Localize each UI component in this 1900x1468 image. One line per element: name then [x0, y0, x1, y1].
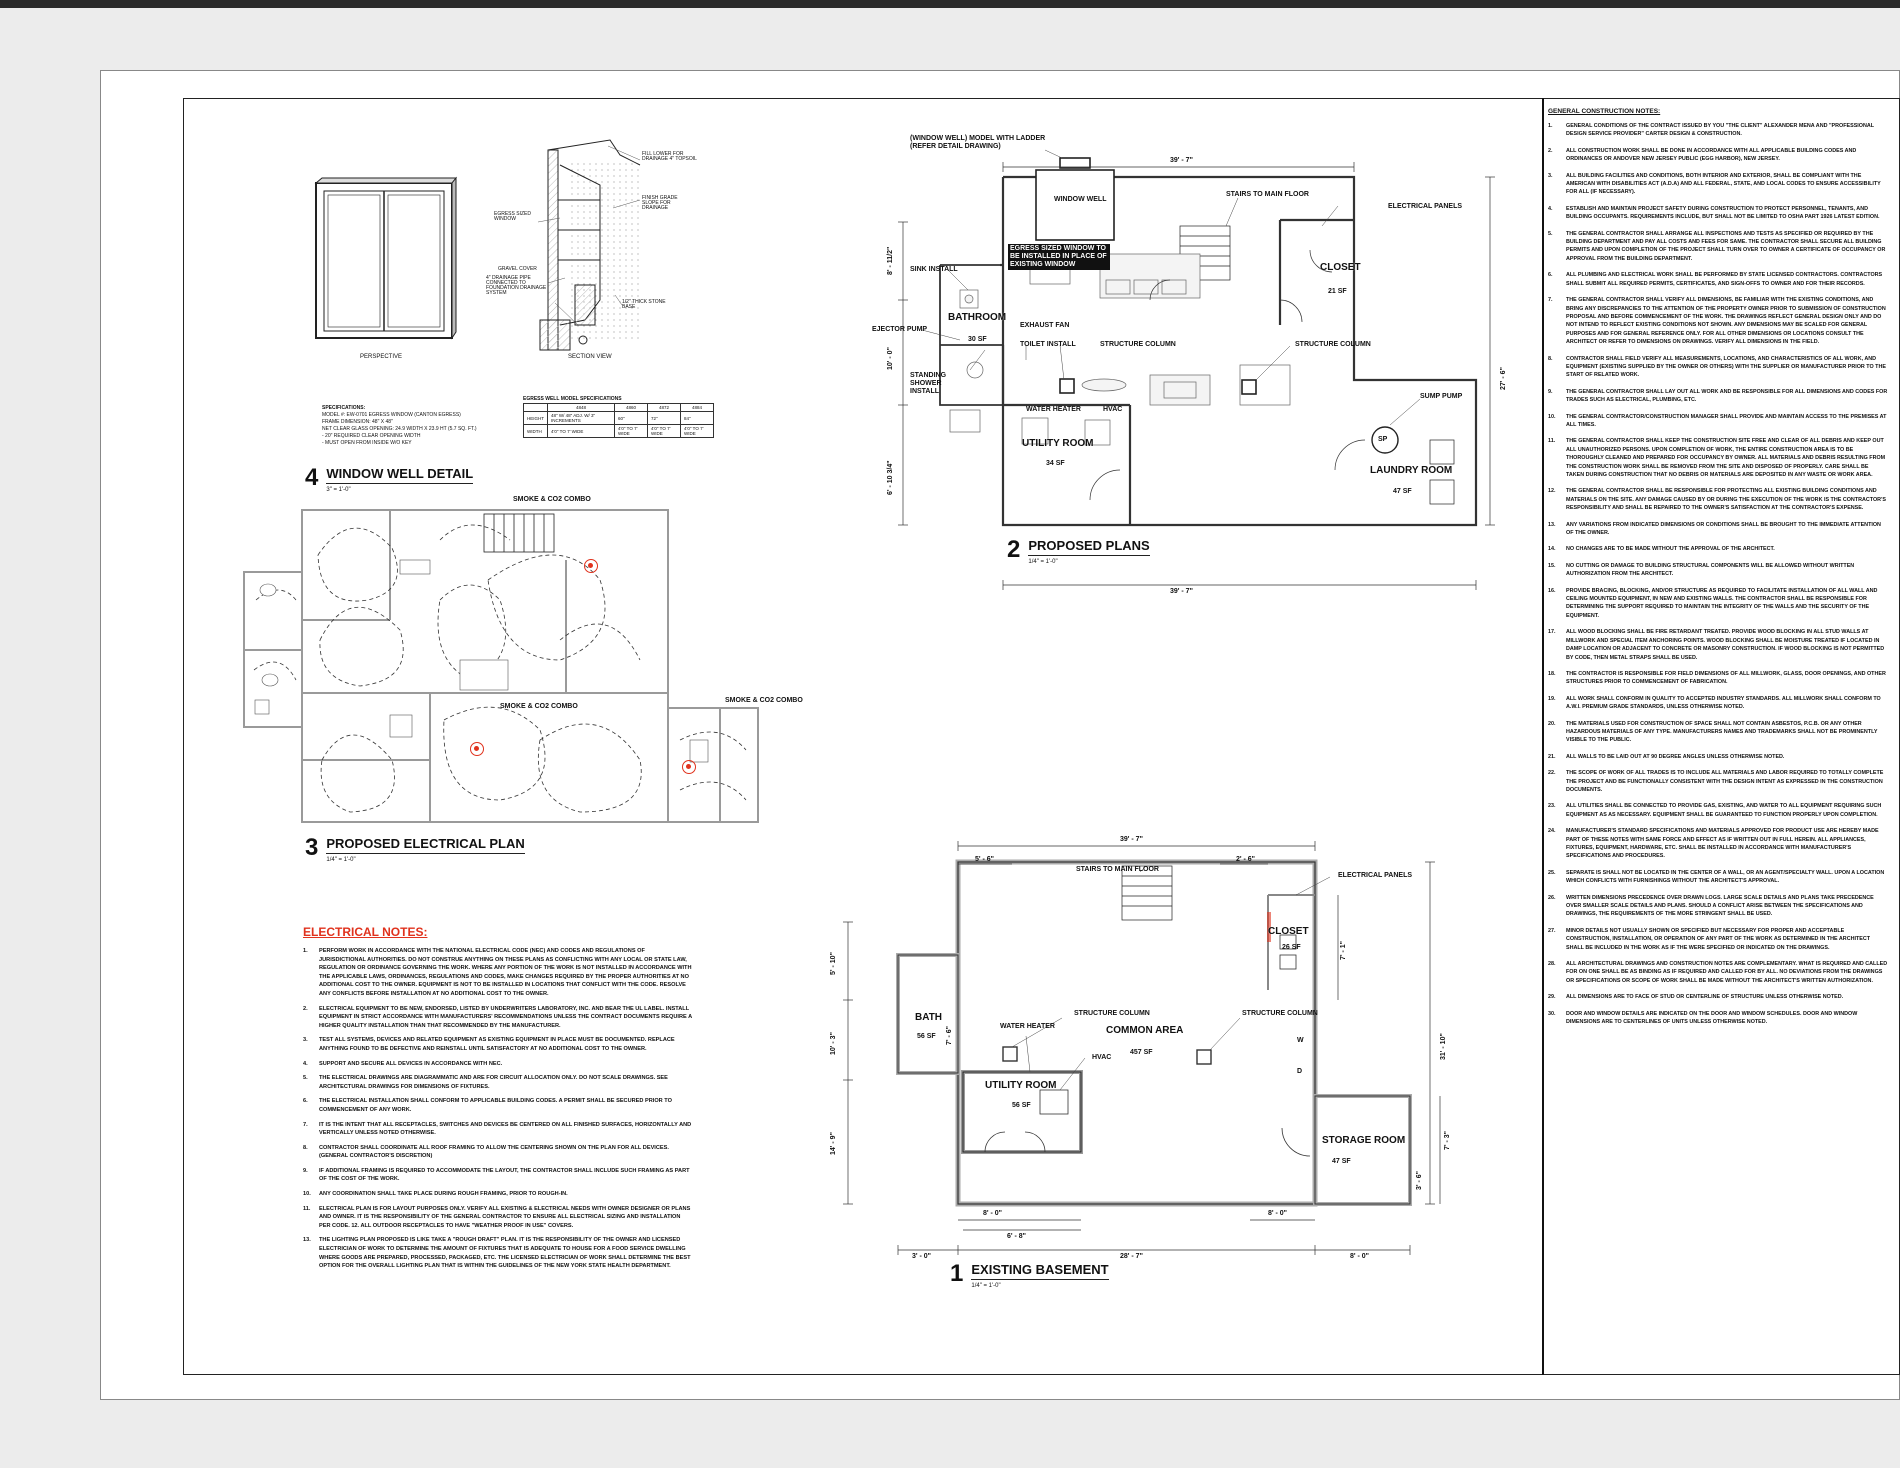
note-number: 8. [1548, 355, 1553, 362]
dryer-tag: D [1297, 1068, 1303, 1075]
note-text: THE SCOPE OF WORK OF ALL TRADES IS TO INCLUDE ALL MATERIALS AND LABOR REQUIRED TO TOTALLY COMPLETE THE PROJECT AND BE FUNCTIONALLY CONSISTENT WITH THE DESIGN INTENT AS EXPRESSED IN THE CONSTRUCTION DOCUMENTS. [1566, 770, 1884, 793]
note-number: 16. [1548, 587, 1556, 594]
table-header-cell: 4860 [615, 404, 648, 412]
room-label-closet: CLOSET [1268, 926, 1309, 937]
callout-finish-grade: FINISH GRADE SLOPE FOR DRAINAGE [642, 195, 678, 211]
callout-fill-lower: FILL LOWER FOR DRAINAGE 4" TOPSOIL [642, 151, 697, 162]
callout-egress-window: EGRESS SIZED WINDOW [494, 211, 531, 222]
note-text: THE GENERAL CONTRACTOR SHALL ARRANGE ALL INSPECTIONS AND TESTS AS SPECIFIED OR REQUIRED BY THE BUILDING DEPARTMENT AND PAY ALL COSTS AND FEES FOR SAME. THE CONTRACTOR SHALL SECURE ALL BUILDING PERMITS AND UPON COMPLETION OF THE PROJECT SHALL TURN OVER TO OWNER A CERTIFICATE OF OCCUPANCY OR APPROVAL FROM THE BUILDING DEPARTMENT. [1566, 230, 1886, 262]
dimension-bath: 7' - 6" [946, 1026, 953, 1045]
list-item [1548, 205, 1888, 222]
note-number: 10. [303, 1191, 311, 1198]
note-number: 14. [1548, 546, 1556, 553]
view-title-window-well [305, 466, 473, 493]
electrical-combo-label: SMOKE & CO2 COMBO [725, 697, 803, 704]
note-number: 10. [1548, 413, 1556, 420]
note-text: THE GENERAL CONTRACTOR SHALL VERIFY ALL DIMENSIONS, BE FAMILIAR WITH THE EXISTING CONDITIONS, AND BRING ANY DISCREPANCIES TO THE ATTENTION OF THE PROPERTY OWNER PRIOR TO SUBMISSION OF CONSTRUCTION PROPOSAL AND BEFORE COMMENCEMENT OF THE WORK. THE DRAWINGS REFLECT GENERAL DESIGN ONLY AND DO NOT INTEND TO REFLECT EXISTING CONDITIONS NOT SHOWN. ANY DIMENSIONS MAY BE SCALED FOR GENERAL PURPOSES AND FOR GENERAL REFERENCE ONLY. FOR ALL OTHER DIMENSIONS OR LOCATIONS CONSULT THE ARCHITECT OR REFER TO DIMENSIONS ON DRAWINGS. VERIFY ALL DIMENSIONS IN THE FIELD. [1566, 297, 1886, 346]
note-text: ALL UTILITIES SHALL BE CONNECTED TO PROVIDE GAS, EXISTING, AND WATER TO ALL EQUIPMENT REQUIRING SUCH EQUIPMENT AS AS NECESSARY. EQUIPMENT SHALL BE GUARANTEED TO FUNCTION PROPERLY UPON COMPLETION. [1566, 803, 1882, 818]
view-scale: 3" = 1'-0" [326, 487, 351, 493]
dimension-top-sub: 5' - 6" [975, 856, 994, 863]
existing-basement-stairs [1122, 866, 1172, 920]
table-header-cell [524, 404, 548, 412]
note-number: 4. [303, 1060, 308, 1067]
room-area: 30 SF [968, 336, 987, 343]
note-ejector-pump: EJECTOR PUMP [872, 326, 928, 333]
note-text: ANY VARIATIONS FROM INDICATED DIMENSIONS OR CONDITIONS SHALL BE BROUGHT TO THE IMMEDIATE ATTENTION OF THE OWNER. [1566, 521, 1881, 537]
note-number: 30. [1548, 1010, 1556, 1017]
note-number: 6. [303, 1098, 308, 1105]
list-item [303, 1167, 693, 1184]
note-text: SEPARATE IS SHALL NOT BE LOCATED IN THE CENTER OF A WALL, OR AN AGENT/SPECIALTY WALL. UPON A LOCATION WHICH CONFLICTS WITH FURNISHINGS WITHOUT THE ARCHITECT'S APPROVAL. [1566, 869, 1885, 885]
note-text: DOOR AND WINDOW DETAILS ARE INDICATED ON THE DOOR AND WINDOW SCHEDULES. DOOR AND WINDOW DIMENSIONS ARE TO CENTERLINES OF UNITS UNLESS OTHERWISE NOTED. [1566, 1010, 1858, 1026]
list-item [1548, 695, 1888, 712]
note-number: 6. [1548, 272, 1553, 279]
note-number: 23. [1548, 803, 1556, 810]
room-label-bathroom: BATHROOM [948, 312, 1007, 323]
table-cell: 4'0" TO 7' WIDE [648, 425, 681, 438]
note-text: NO CUTTING OR DAMAGE TO BUILDING STRUCTURAL COMPONENTS WILL BE ALLOWED WITHOUT WRITTEN AUTHORIZATION FROM THE ARCHITECT. [1566, 562, 1855, 578]
view-title-existing-basement [950, 1262, 1109, 1289]
room-label-utility-room: UTILITY ROOM [1022, 438, 1094, 449]
note-text: MANUFACTURER'S STANDARD SPECIFICATIONS AND MATERIALS APPROVED FOR PRODUCT USE ARE HEREBY MADE PART OF THESE NOTES WITH SAME FORCE AND EFFECT AS IF WRITTEN OUT IN FULL HEREIN. ALL APPLIANCES, FIXTURES, EQUIPMENT, HARDWARE, ETC. SHALL BE INSTALLED IN ACCORDANCE WITH MANUFACTURER'S SPECIFICATIONS AND PROCEDURES. [1566, 828, 1879, 860]
view-scale: 1/4" = 1'-0" [326, 857, 356, 863]
note-number: 29. [1548, 994, 1556, 1001]
dimension-right: 31' - 10" [1440, 1033, 1447, 1060]
list-item [1548, 769, 1888, 794]
list-item [1548, 670, 1888, 687]
dimension-left: 10' - 3" [830, 1032, 837, 1055]
list-item [1548, 487, 1888, 512]
note-number: 19. [1548, 695, 1556, 702]
table-cell: HEIGHT [524, 412, 548, 425]
table-row [524, 425, 714, 438]
list-item [1548, 147, 1888, 164]
list-item [1548, 562, 1888, 579]
note-text: ANY COORDINATION SHALL TAKE PLACE DURING ROUGH FRAMING, PRIOR TO ROUGH-IN. [319, 1191, 568, 1198]
general-notes-heading: GENERAL CONSTRUCTION NOTES: [1548, 108, 1661, 115]
room-label-bath: BATH [915, 1012, 943, 1023]
note-text: PROVIDE BRACING, BLOCKING, AND/OR STRUCTURE AS REQUIRED TO FACILITATE INSTALLATION OF ALL WALL AND CEILING MOUNTED EQUIPMENT, IN NEW AND EXISTING WALLS. THE CONTRACTOR SHALL BE RESPONSIBLE FOR DETERMINING THE SUPPORT REQUIRED TO MAINTAIN THE INTEGRITY OF THE WALLS AND THE SECURITY OF THE EQUIPMENT. [1566, 587, 1878, 619]
note-number: 22. [1548, 770, 1556, 777]
note-number: 3. [1548, 172, 1553, 179]
note-text: ALL DIMENSIONS ARE TO FACE OF STUD OR CENTERLINE OF STRUCTURE UNLESS OTHERWISE NOTED. [1566, 994, 1844, 1001]
note-number: 7. [1548, 297, 1553, 304]
note-number: 9. [1548, 388, 1553, 395]
table-cell: 4'0" TO 7' WIDE [681, 425, 714, 438]
list-item [303, 947, 693, 999]
note-egress-window: EGRESS SIZED WINDOW TO BE INSTALLED IN PLACE OF EXISTING WINDOW [1008, 244, 1110, 270]
table-cell: 48" W/ 48" ADJ. W/ 3" INCREMENTS [548, 412, 615, 425]
note-text: GENERAL CONDITIONS OF THE CONTRACT ISSUED BY YOU "THE CLIENT" ALEXANDER MENA AND "PROFESSIONAL DESIGN SERVICE PROVIDER" CARTER DESIGN & CONSTRUCTION. [1566, 123, 1874, 138]
note-structure-column: STRUCTURE COLUMN [1295, 341, 1371, 348]
table-cell: WIDTH [524, 425, 548, 438]
note-electrical-panels: ELECTRICAL PANELS [1338, 872, 1413, 879]
list-item [1548, 413, 1888, 430]
note-text: THE GENERAL CONTRACTOR SHALL BE RESPONSIBLE FOR PROTECTING ALL EXISTING BUILDING CONDITIONS AND MATERIALS ON THE SITE. ANY DAMAGE CAUSED BY OR DURING THE EXECUTION OF THE WORK IS THE CONTRACTOR'S RESPONSIBILITY AND SHALL BE REPAIRED TO THE OWNER'S SATISFACTION AT THE CONTRACTOR'S EXPENSE. [1566, 488, 1886, 512]
note-text: CONTRACTOR SHALL COORDINATE ALL ROOF FRAMING TO ALLOW THE CENTERING SHOWN ON THE PLAN FOR ALL DEVICES. (GENERAL CONTRACTOR'S DISCRETION) [319, 1144, 669, 1160]
room-area: 457 SF [1130, 1049, 1153, 1056]
note-number: 20. [1548, 720, 1556, 727]
note-number: 13. [303, 1237, 311, 1244]
view-title: WINDOW WELL DETAIL [326, 466, 473, 484]
dimension-left: 5' - 10" [830, 952, 837, 975]
list-item [1548, 802, 1888, 819]
electrical-notes-heading: ELECTRICAL NOTES: [303, 925, 428, 939]
electrical-plan-stairs [484, 514, 554, 552]
list-item [303, 1144, 693, 1161]
note-text: ALL WORK SHALL CONFORM IN QUALITY TO ACCEPTED INDUSTRY STANDARDS. ALL MILLWORK SHALL CONFORM TO A.W.I. PREMIUM GRADE STANDARDS, UNLESS OTHERWISE NOTED. [1566, 695, 1881, 711]
room-area: 47 SF [1332, 1158, 1351, 1165]
note-window-well-ladder: (WINDOW WELL) MODEL WITH LADDER (REFER DETAIL DRAWING) [910, 135, 1046, 150]
dimension-top: 39' - 7" [1170, 157, 1193, 164]
window-well-perspective [316, 178, 456, 338]
room-label-utility-room: UTILITY ROOM [985, 1080, 1057, 1091]
room-label-laundry-room: LAUNDRY ROOM [1370, 465, 1453, 476]
table-cell: 60" [615, 412, 648, 425]
list-item [1548, 230, 1888, 264]
note-number: 5. [303, 1075, 308, 1082]
egress-well-spec-table [523, 396, 714, 438]
dimension-right: 27' - 6" [1500, 367, 1507, 390]
note-structure-column: STRUCTURE COLUMN [1242, 1010, 1318, 1017]
dimension-top-sub: 2' - 6" [1236, 856, 1255, 863]
specs-line: - MUST OPEN FROM INSIDE W/O KEY [322, 440, 412, 446]
note-number: 1. [303, 948, 308, 954]
section-view-label: SECTION VIEW [568, 354, 612, 360]
list-item [303, 1236, 693, 1270]
table-cell: 4'0" TO 7' WIDE [548, 425, 615, 438]
note-text: THE CONTRACTOR IS RESPONSIBLE FOR FIELD DIMENSIONS OF ALL MILLWORK, GLASS, DOOR OPENINGS, AND OTHER STRUCTURES PRIOR TO COMMENCEMENT OF FABRICATION. [1566, 670, 1886, 686]
room-label-storage-room: STORAGE ROOM [1322, 1135, 1406, 1146]
electrical-combo-label: SMOKE & CO2 COMBO [500, 703, 578, 710]
list-item [1548, 388, 1888, 405]
table-header-cell: 4848 [548, 404, 615, 412]
washer-tag: W [1297, 1037, 1304, 1044]
note-text: TEST ALL SYSTEMS, DEVICES AND RELATED EQUIPMENT AS EXISTING EQUIPMENT IN PLACE MUST BE DOCUMENTED. REPLACE ANYTHING FOUND TO BE DEFECTIVE AND REINSTALL UNTIL SATISFACTORY AT NO ADDITIONAL COST TO THE OWNER. [319, 1037, 675, 1052]
note-number: 21. [1548, 753, 1556, 760]
note-exhaust-fan: EXHAUST FAN [1020, 322, 1070, 329]
list-item [1548, 993, 1888, 1001]
note-number: 27. [1548, 927, 1556, 934]
list-item [303, 1074, 693, 1091]
dimension-left: 8' - 11/2" [887, 246, 894, 275]
note-text: THE GENERAL CONTRACTOR/CONSTRUCTION MANAGER SHALL PROVIDE AND MAINTAIN ACCESS TO THE PREMISES AT ALL TIMES. [1566, 413, 1887, 428]
dimension-top: 39' - 7" [1120, 836, 1143, 843]
smoke-co2-detector-icon [682, 760, 696, 774]
note-number: 17. [1548, 629, 1556, 636]
spec-table-caption: EGRESS WELL MODEL SPECIFICATIONS [523, 396, 622, 402]
room-area: 56 SF [1012, 1102, 1031, 1109]
list-item [1548, 587, 1888, 621]
note-text: ALL PLUMBING AND ELECTRICAL WORK SHALL BE PERFORMED BY STATE LICENSED CONTRACTORS. CONTRACTORS SHALL SUBMIT ALL REQUIRED PERMITS, CERTIFICATES, AND SIGN-OFFS TO OWNER AND FOR THEIR RECORDS. [1566, 272, 1883, 287]
note-number: 8. [303, 1144, 308, 1151]
dimension-left: 10' - 0" [887, 347, 894, 370]
list-item [1548, 271, 1888, 288]
note-text: IF ADDITIONAL FRAMING IS REQUIRED TO ACCOMMODATE THE LAYOUT, THE CONTRACTOR SHALL INCLUDE SUCH FRAMING AS PART OF THE COST OF THE WORK. [319, 1167, 690, 1183]
view-scale: 1/4" = 1'-0" [971, 1283, 1001, 1289]
view-number: 1 [950, 1260, 964, 1287]
note-text: ALL CONSTRUCTION WORK SHALL BE DONE IN ACCORDANCE WITH ALL APPLICABLE BUILDING CODES AND ORDINANCES OR ANDOVER NEW JERSEY PUBLIC (EGG HARBOR), NEW JERSEY. [1566, 147, 1857, 163]
dimension-right-sub: 7' - 3" [1444, 1131, 1451, 1150]
callout-drainage-pipe: 4" DRAINAGE PIPE CONNECTED TO FOUNDATION DRAINAGE SYSTEM [486, 275, 547, 296]
note-text: THE LIGHTING PLAN PROPOSED IS LIKE TAKE A "ROUGH DRAFT" PLAN. IT IS THE RESPONSIBILITY OF THE OWNER AND LICENSED ELECTRICIAN OF WORK TO DETERMINE THE AMOUNT OF FIXTURES THAT IS ADEQUATE TO HOUSE FOR A FOOD SERVICE DWELLING WHERE GOODS ARE PREPARED, PROCESSED, PACKAGED, ETC. THE LICENSED ELECTRICIAN OF WORK SHALL DETERMINE THE BEST OPTION FOR THE OVERALL LIGHTING PLAN THAT IS WITHIN THE GUIDELINES OF THE NEW YORK STATE HEALTH DEPARTMENT. [319, 1237, 691, 1270]
specs-line: MODEL #: EW-0701 EGRESS WINDOW (CANTON EGRESS) [322, 412, 461, 418]
list-item [1548, 720, 1888, 745]
note-text: PERFORM WORK IN ACCORDANCE WITH THE NATIONAL ELECTRICAL CODE (NEC) AND CODES AND REGULATIONS OF JURISDICTIONAL AUTHORITIES. DO NOT CONSTRUE ANYTHING ON THESE PLANS AS CONFLICTING WITH ANY LOCAL OR STATE LAW, REGULATION OR ORDINANCE GOVERNING THE WORK. WHERE ANY PORTION OF THE WORK IS NOT INSTALLED IN ACCORDANCE WITH THE APPLICABLE LAWS, ORDINANCES, REGULATIONS AND CODES, MAKE CHANGES REQUIRED BY THE PROPER AUTHORITIES AT NO ADDITIONAL COST TO THE OWNER. EQUIPMENT IS NOT TO BE INSTALLED IN LOCATIONS THAT CONFLICT WITH THE CODE. RESOLVE ANY CONFLICTS BEFORE INSTALLATION AT NO ADDITIONAL COST TO THE OWNER. [319, 948, 692, 997]
note-text: ALL WALLS TO BE LAID OUT AT 90 DEGREE ANGLES UNLESS OTHERWISE NOTED. [1566, 753, 1785, 760]
dimension-right-sub: 7' - 1" [1340, 941, 1347, 960]
specs-title: SPECIFICATIONS: [322, 405, 366, 411]
note-shower: STANDING SHOWER INSTALL [910, 372, 947, 395]
list-item [1548, 122, 1888, 139]
proposed-plan-furniture [950, 254, 1290, 445]
table-header-row [524, 404, 714, 412]
dimension-bottom-sub: 6' - 8" [1007, 1233, 1026, 1240]
list-item [1548, 545, 1888, 553]
electrical-combo-label: SMOKE & CO2 COMBO [513, 496, 591, 503]
specs-line: - 20" REQUIRED CLEAR OPENING WIDTH [322, 433, 421, 439]
note-window-well: WINDOW WELL [1054, 196, 1107, 203]
dimension-bottom: 3' - 0" [912, 1253, 931, 1260]
note-number: 15. [1548, 562, 1556, 569]
list-item [1548, 960, 1888, 985]
note-structure-column: STRUCTURE COLUMN [1074, 1010, 1150, 1017]
list-item [1548, 753, 1888, 761]
existing-basement-fixtures [985, 935, 1310, 1156]
note-number: 9. [303, 1167, 308, 1174]
general-construction-notes [1548, 108, 1888, 1035]
smoke-co2-detector-icon [584, 559, 598, 573]
note-number: 18. [1548, 670, 1556, 677]
view-number: 3 [305, 834, 319, 861]
table-cell: 72" [648, 412, 681, 425]
note-number: 2. [303, 1005, 308, 1012]
callout-stone-base: 1/2" THICK STONE BASE [622, 299, 666, 310]
list-item [1548, 894, 1888, 919]
view-title-proposed-plans [1007, 538, 1150, 565]
note-text: ELECTRICAL EQUIPMENT TO BE NEW, ENDORSED, LISTED BY UNDERWRITERS LABORATORY, INC. AND BEAR THE UL LABEL. INSTALL EQUIPMENT IN STRICT ACCORDANCE WITH MANUFACTURERS' RECOMMENDATIONS UNLESS THE CONTRACT DOCUMENTS REQUIRE A HIGHER QUALITY INSTALLATION THAN THAT RECOMMENDED BY THE MANUFACTURER. [319, 1005, 692, 1029]
callout-gravel-cover: GRAVEL COVER [498, 266, 537, 272]
window-well-section [540, 140, 640, 350]
note-text: CONTRACTOR SHALL FIELD VERIFY ALL MEASUREMENTS, LOCATIONS, AND CHARACTERISTICS OF ALL WORK, AND EQUIPMENT (EXISTING SUPPLIED BY THE OWNER OR OTHERS) WITH THE SUPPLIER OR MANUFACTURER PRIOR TO THE START OF RELATED WORK. [1566, 355, 1886, 379]
room-area: 47 SF [1393, 488, 1412, 495]
dimension-bottom: 28' - 7" [1120, 1253, 1143, 1260]
specs-line: FRAME DIMENSION: 48" X 48" [322, 419, 393, 425]
table-row [524, 412, 714, 425]
proposed-plan-bath-walls [940, 265, 1003, 405]
note-text: THE ELECTRICAL INSTALLATION SHALL CONFORM TO APPLICABLE BUILDING CODES. A PERMIT SHALL BE SECURED PRIOR TO COMMENCEMENT OF ANY WORK. [319, 1098, 672, 1113]
note-text: ALL BUILDING FACILITIES AND CONDITIONS, BOTH INTERIOR AND EXTERIOR, SHALL BE COMPLIANT WITH THE AMERICAN WITH DISABILITIES ACT (A.D.A) AND ALL FEDERAL, STATE, AND LOCAL CODES TO ENSURE ACCESSIBILITY FOR ALL (IF NECESSARY). [1566, 172, 1881, 196]
view-number: 2 [1007, 536, 1021, 563]
list-item [303, 1190, 693, 1199]
note-number: 2. [1548, 147, 1553, 154]
room-label-closet: CLOSET [1320, 262, 1361, 273]
dimension-bottom-sub: 8' - 0" [1268, 1210, 1287, 1217]
note-text: NO CHANGES ARE TO BE MADE WITHOUT THE APPROVAL OF THE ARCHITECT. [1566, 546, 1775, 553]
room-area: 56 SF [917, 1033, 936, 1040]
note-text: WRITTEN DIMENSIONS PRECEDENCE OVER DRAWN LOGS. LARGE SCALE DETAILS AND PLANS TAKE PRECEDENCE OVER SMALLER SCALE DETAILS AND PLANS. SHOULD A CONFLICT ARISE BETWEEN THE SPECIFICATIONS AND DRAWINGS, THE REQUIREMENTS OF THE MORE STRINGENT SHALL BE USED. [1566, 894, 1874, 918]
note-water-heater: WATER HEATER [1026, 406, 1081, 413]
list-item [1548, 1010, 1888, 1027]
note-number: 24. [1548, 828, 1556, 835]
note-number: 1. [1548, 123, 1553, 129]
list-item [1548, 927, 1888, 952]
note-number: 25. [1548, 869, 1556, 876]
note-text: ALL ARCHITECTURAL DRAWINGS AND CONSTRUCTION NOTES ARE COMPLEMENTARY. WHAT IS REQUIRED AND CALLED FOR ON ONE SHALL BE AS BINDING AS IF REQUIRED AND CALLED FOR BY ALL. NO DEVIATIONS FROM THE DRAWINGS OR SPECIFICATIONS OR SCOPE OF WORK SHALL BE MADE WITHOUT THE ARCHITECT'S WRITTEN AUTHORIZATION. [1566, 961, 1888, 984]
list-item [1548, 355, 1888, 380]
list-item [1548, 172, 1888, 197]
note-text: SUPPORT AND SECURE ALL DEVICES IN ACCORDANCE WITH NEC. [319, 1060, 503, 1067]
electrical-notes [303, 925, 693, 1277]
list-item [1548, 628, 1888, 662]
dimension-left: 14' - 9" [830, 1132, 837, 1155]
note-number: 11. [1548, 438, 1556, 445]
perspective-label: PERSPECTIVE [360, 354, 403, 360]
note-stairs: STAIRS TO MAIN FLOOR [1076, 866, 1159, 873]
view-title: PROPOSED PLANS [1028, 538, 1149, 556]
list-item [1548, 869, 1888, 886]
note-number: 5. [1548, 230, 1553, 237]
room-label-common-area: COMMON AREA [1106, 1025, 1184, 1036]
dimension-bottom: 8' - 0" [1350, 1253, 1369, 1260]
note-text: THE GENERAL CONTRACTOR SHALL LAY OUT ALL WORK AND BE RESPONSIBLE FOR ALL DIMENSIONS AND CODES FOR TRADES SUCH AS ELECTRICAL, PLUMBING, ETC. [1566, 388, 1888, 404]
note-sump-pump: SUMP PUMP [1420, 393, 1463, 400]
list-item [303, 1005, 693, 1031]
specs-line: NET CLEAR GLASS OPENING: 24.9 WIDTH X 23.9 HT (5.7 SQ. FT.) [322, 426, 477, 432]
note-number: 3. [303, 1037, 308, 1044]
list-item [303, 1205, 693, 1231]
note-hvac: HVAC [1103, 406, 1123, 413]
room-area: 21 SF [1328, 288, 1347, 295]
note-text: ELECTRICAL PLAN IS FOR LAYOUT PURPOSES ONLY. VERIFY ALL EXISTING & ELECTRICAL NEEDS WITH OWNER DESIGNER OR PLANS AND OWNER. IT IS THE RESPONSIBILITY OF THE GENERAL CONTRACTOR TO ENSURE ALL ELECTRICAL SIZING AND INSTALLATION PER CODE. 12. ALL OUTDOOR RECEPTACLES TO HAVE "WEATHER PROOF IN USE" COVERS. [319, 1205, 691, 1229]
note-hvac: HVAC [1092, 1054, 1112, 1061]
table-header-cell: 4872 [648, 404, 681, 412]
note-text: THE GENERAL CONTRACTOR SHALL KEEP THE CONSTRUCTION SITE FREE AND CLEAR OF ALL DEBRIS AND KEEP OUT ALL UNAUTHORIZED PERSONS. UPON COMPLETION OF WORK, THE ENTIRE CONSTRUCTION AREA IS TO BE THOROUGHLY CLEANED AND PREPARED FOR OCCUPANCY BY OWNER. ALL MATERIALS AND DEBRIS RESULTING FROM THE CONSTRUCTION WORK SHALL BE REMOVED FROM THE SITE AND DISPOSED OF PROPERLY. CARE SHALL BE TAKEN DURING CONSTRUCTION THAT NO DEBRIS OR MATERIALS ARE DEPOSITED IN ANY WASTE OR WORK AREA. [1566, 438, 1886, 478]
table-cell: 84" [681, 412, 714, 425]
note-toilet: TOILET INSTALL [1020, 341, 1076, 348]
table-cell: 4'0" TO 7' WIDE [615, 425, 648, 438]
smoke-co2-detector-icon [470, 742, 484, 756]
view-title: PROPOSED ELECTRICAL PLAN [326, 836, 524, 854]
view-title-electrical-plan [305, 836, 525, 863]
note-text: ESTABLISH AND MAINTAIN PROJECT SAFETY DURING CONSTRUCTION TO PROTECT PERSONNEL, TENANTS, AND BUILDING OCCUPANTS. REQUIREMENTS INCLUDE, BUT SHALL NOT BE LIMITED TO OSHA PART 1926 LATEST EDITION. [1566, 205, 1880, 221]
dimension-right-sub: 3' - 6" [1416, 1171, 1423, 1190]
list-item [1548, 827, 1888, 861]
list-item [303, 1121, 693, 1138]
table-header-cell: 4884 [681, 404, 714, 412]
note-number: 11. [303, 1205, 311, 1212]
note-number: 13. [1548, 521, 1556, 528]
view-number: 4 [305, 464, 319, 491]
note-electrical-panels: ELECTRICAL PANELS [1388, 203, 1463, 210]
note-number: 12. [1548, 488, 1556, 495]
note-text: IT IS THE INTENT THAT ALL RECEPTACLES, SWITCHES AND DEVICES BE CENTERED ON ALL FINISHED SURFACES, HORIZONTALLY AND VERTICALLY UNLESS NOTED OTHERWISE. [319, 1121, 692, 1137]
dimension-bottom-sub: 8' - 0" [983, 1210, 1002, 1217]
note-text: MINOR DETAILS NOT USUALLY SHOWN OR SPECIFIED BUT NECESSARY FOR PROPER AND ACCEPTABLE CONSTRUCTION, INSTALLATION, OR OPERATION OF ANY PART OF THE WORK AS DETERMINED IN THE ARCHITECT SHALL BE INCLUDED IN THE WORK AS IF THE WERE SPECIFIED OR INDICATED ON THE DRAWINGS. [1566, 927, 1871, 951]
note-text: THE MATERIALS USED FOR CONSTRUCTION OF SPACE SHALL NOT CONTAIN ASBESTOS, P.C.B. OR ANY OTHER HAZARDOUS MATERIALS OF ANY TYPE. MANUFACTURERS NAMES AND TRADEMARKS SHALL NOT BE PROMINENTLY VISIBLE TO THE PUBLIC. [1566, 720, 1878, 744]
note-number: 4. [1548, 205, 1553, 212]
list-item [303, 1036, 693, 1053]
list-item [1548, 437, 1888, 479]
room-area: 26 SF [1282, 944, 1301, 951]
note-sink: SINK INSTALL [910, 266, 958, 273]
view-scale: 1/4" = 1'-0" [1028, 559, 1058, 565]
dimension-bottom: 39' - 7" [1170, 588, 1193, 595]
note-water-heater: WATER HEATER [1000, 1023, 1055, 1030]
note-number: 26. [1548, 894, 1556, 901]
window-specifications [322, 405, 502, 447]
note-text: ALL WOOD BLOCKING SHALL BE FIRE RETARDANT TREATED. PROVIDE WOOD BLOCKING IN ALL STUD WALLS AT MILLWORK AND SPECIAL ITEM ANCHORING POINTS. WOOD BLOCKING SHALL BE MOISTURE TREATED IF LOCATED IN DAMP LOCATION OR ADJACENT TO CONCRETE OR MASONRY CONSTRUCTION. IF WOOD BLOCKING IS NOT PERMITTED BY CODE, THEN METAL STRAPS SHALL BE USED. [1566, 629, 1885, 661]
sump-pump-tag: SP [1378, 436, 1388, 443]
room-area: 34 SF [1046, 460, 1065, 467]
view-title: EXISTING BASEMENT [971, 1262, 1108, 1280]
note-number: 28. [1548, 961, 1556, 968]
note-stairs: STAIRS TO MAIN FLOOR [1226, 191, 1309, 198]
list-item [303, 1097, 693, 1114]
list-item [1548, 296, 1888, 346]
list-item [1548, 521, 1888, 538]
note-number: 7. [303, 1121, 308, 1128]
dimension-left: 6' - 10 3/4" [887, 460, 894, 495]
list-item [303, 1060, 693, 1069]
note-structure-column: STRUCTURE COLUMN [1100, 341, 1176, 348]
note-text: THE ELECTRICAL DRAWINGS ARE DIAGRAMMATIC AND ARE FOR CIRCUIT ALLOCATION ONLY. DO NOT SCALE DRAWINGS. SEE ARCHITECTURAL DRAWINGS FOR DIMENSIONS OF FIXTURES. [319, 1075, 668, 1090]
